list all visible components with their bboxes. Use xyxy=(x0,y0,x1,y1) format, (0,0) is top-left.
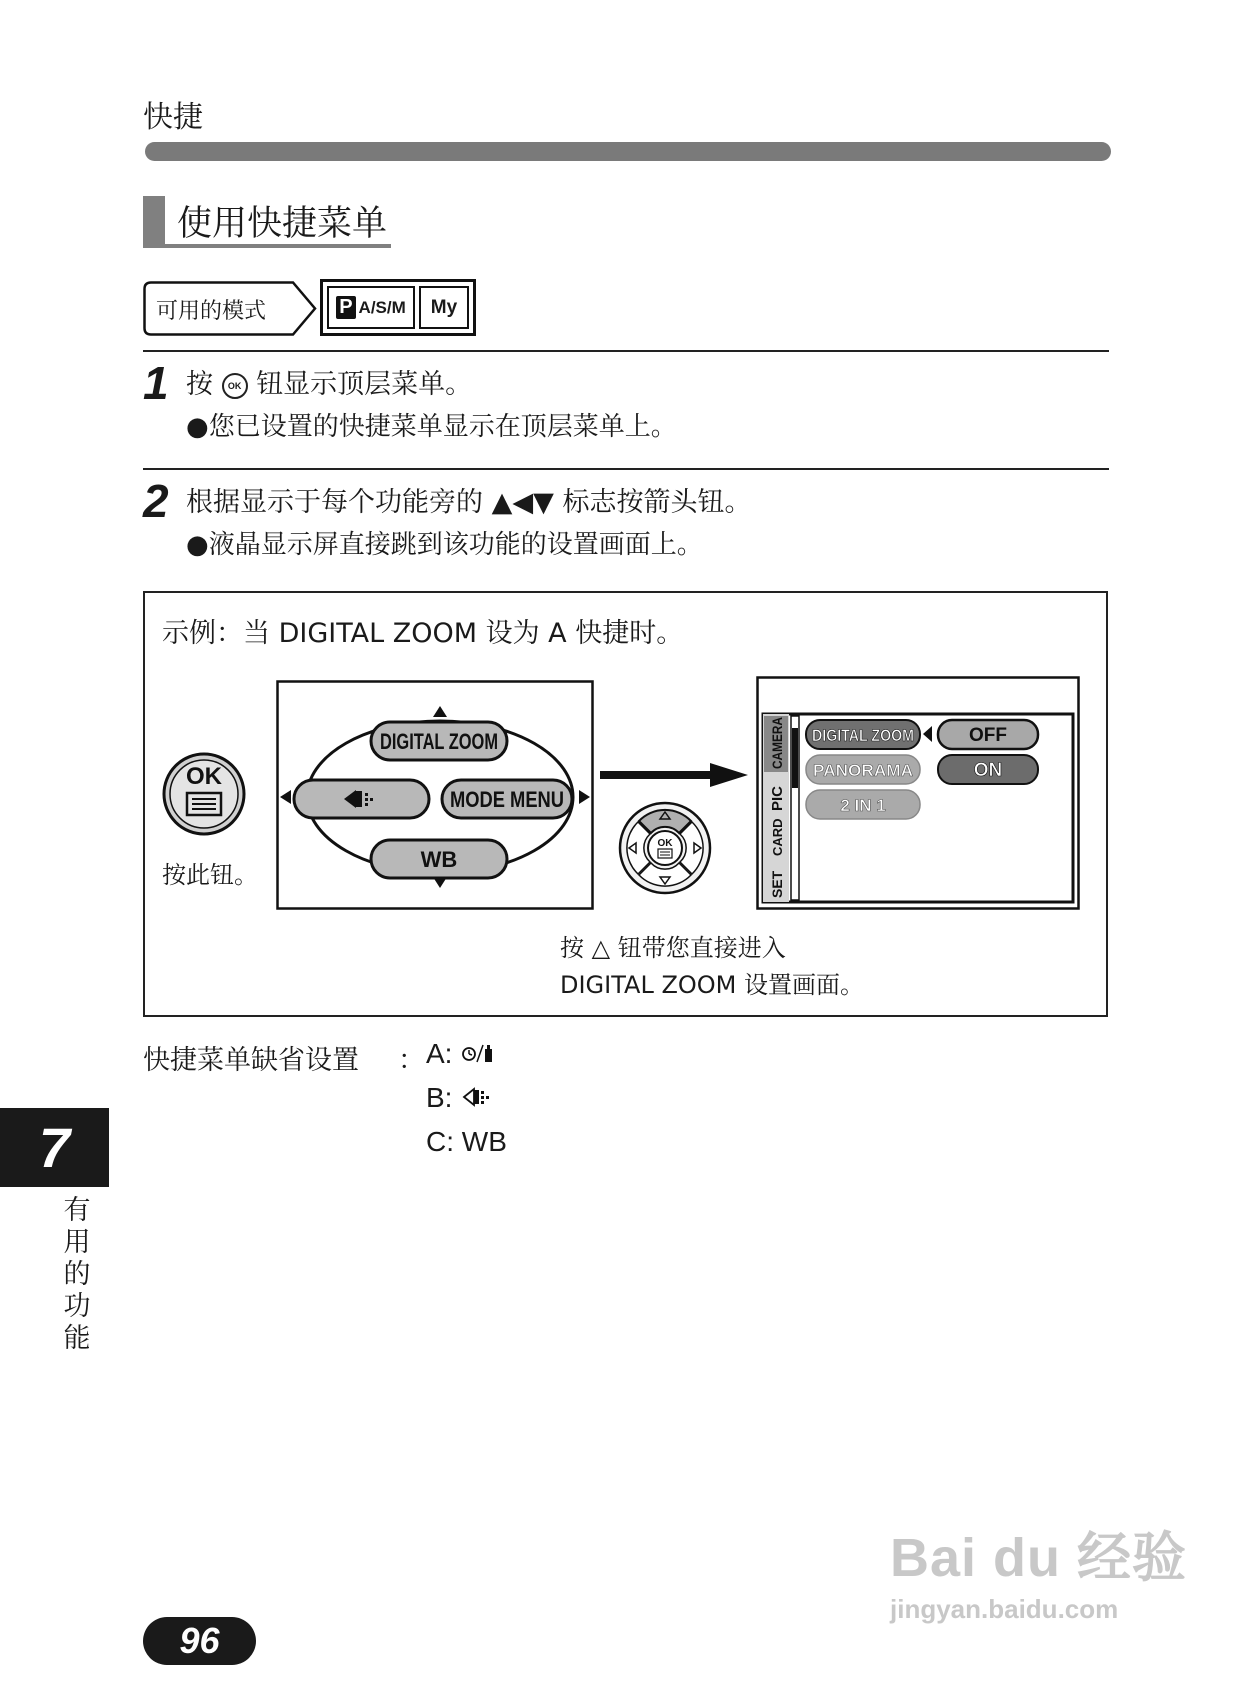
step-1-text-after: 钮显示顶层菜单。 xyxy=(256,369,473,400)
ok-button-icon: OK xyxy=(222,373,248,399)
step-1-rule xyxy=(143,350,1109,352)
default-b xyxy=(426,1082,496,1114)
shortcut-bottom-pill xyxy=(371,840,507,878)
side-label-char: 的 xyxy=(63,1259,91,1290)
lcd-item-panorama xyxy=(806,755,920,784)
lcd-option-off xyxy=(938,720,1038,749)
step-2-rule xyxy=(143,468,1109,470)
shortcut-menu-panel xyxy=(276,680,594,910)
record-mode-icon xyxy=(460,1084,496,1110)
bullet-dot: ● xyxy=(186,530,209,560)
shortcut-right-pill xyxy=(442,780,572,818)
step-1-bullet-text: 您已设置的快捷菜单显示在顶层菜单上。 xyxy=(208,412,677,442)
lcd-tab-set: SET xyxy=(769,870,785,898)
lcd-tab-camera xyxy=(764,707,788,772)
side-label-char: 功 xyxy=(63,1291,91,1322)
chapter-number: 7 xyxy=(38,1116,71,1179)
step-2-text: 根据显示于每个功能旁的 ▲◀▼ 标志按箭头钮。 xyxy=(186,487,752,518)
shortcut-bottom-label: WB xyxy=(420,847,458,872)
example-note-line2: DIGITAL ZOOM 设置画面。 xyxy=(560,971,865,999)
flow-arrow xyxy=(600,762,750,788)
step-2-bullet-text: 液晶显示屏直接跳到该功能的设置画面上。 xyxy=(208,530,703,560)
step-1-text-before: 按 xyxy=(186,369,213,400)
watermark-brand: Bai du 经验 xyxy=(890,1528,1188,1588)
svg-text:2 IN 1: 2 IN 1 xyxy=(840,796,886,815)
mode-icons xyxy=(320,279,476,336)
svg-text:DIGITAL ZOOM: DIGITAL ZOOM xyxy=(812,726,914,745)
section-underline xyxy=(143,244,391,248)
step-1-text xyxy=(186,362,472,401)
default-c: C: WB xyxy=(426,1126,507,1157)
defaults-colon: ： xyxy=(398,1045,425,1076)
shortcut-top-pill xyxy=(371,722,507,760)
default-a-prefix: A: xyxy=(426,1038,453,1069)
bullet-dot: ● xyxy=(186,412,209,442)
lcd-tab-pic: PIC xyxy=(769,785,786,811)
lcd-option-on xyxy=(938,755,1038,784)
lcd-item-digital-zoom xyxy=(806,720,920,749)
step-1-number: 1 xyxy=(143,357,169,409)
svg-text:OFF: OFF xyxy=(969,725,1007,746)
mode-label: 可用的模式 xyxy=(156,299,267,324)
watermark-url: jingyan.baidu.com xyxy=(890,1594,1119,1624)
asm-text: A/S/M xyxy=(358,297,406,317)
lcd-item-2in1 xyxy=(806,790,920,819)
p-letter: P xyxy=(336,296,355,319)
shortcut-top-label: DIGITAL ZOOM xyxy=(380,729,498,754)
svg-text:CAMERA: CAMERA xyxy=(769,707,785,769)
side-label-char: 能 xyxy=(63,1323,91,1354)
lcd-screen xyxy=(756,676,1080,910)
ok-button-illustration xyxy=(160,750,248,838)
watermark xyxy=(890,1515,1187,1625)
defaults-label: 快捷菜单缺省设置 xyxy=(143,1045,359,1076)
dpad-illustration xyxy=(617,800,713,896)
svg-text:PANORAMA: PANORAMA xyxy=(813,761,913,780)
ok-button-text: OK xyxy=(186,763,222,790)
header-bar xyxy=(145,142,1111,161)
self-timer-remote-icon xyxy=(460,1040,496,1066)
my-text: My xyxy=(430,296,458,318)
dpad-center-label: OK xyxy=(657,838,673,849)
section-marker xyxy=(143,196,165,246)
example-note-line1: 按 △ 钮带您直接进入 xyxy=(560,934,786,962)
lcd-scrollbar[interactable] xyxy=(791,716,799,900)
side-label-char: 有 xyxy=(63,1195,91,1226)
chapter-side-label xyxy=(60,1195,94,1355)
svg-text:ON: ON xyxy=(973,760,1003,781)
example-note xyxy=(560,930,864,1004)
pasm-mode-icon xyxy=(327,286,415,329)
shortcut-left-pill xyxy=(294,780,429,818)
default-b-prefix: B: xyxy=(426,1082,453,1113)
example-caption: 示例：当 DIGITAL ZOOM 设为 A 快捷时。 xyxy=(162,618,684,649)
lcd-tab-card: CARD xyxy=(770,818,785,856)
press-label: 按此钮。 xyxy=(162,861,258,889)
step-2-bullet xyxy=(186,524,703,561)
step-1-bullet xyxy=(186,406,677,443)
page-number: 96 xyxy=(143,1617,256,1665)
chapter-tab xyxy=(0,1108,109,1187)
shortcut-right-label: MODE MENU xyxy=(450,787,564,812)
section-title: 使用快捷菜单 xyxy=(177,204,388,244)
my-mode-icon xyxy=(419,286,469,329)
step-2-number: 2 xyxy=(143,475,169,527)
side-label-char: 用 xyxy=(63,1227,91,1258)
default-a xyxy=(426,1038,496,1070)
chapter-name: 快捷 xyxy=(143,100,203,135)
